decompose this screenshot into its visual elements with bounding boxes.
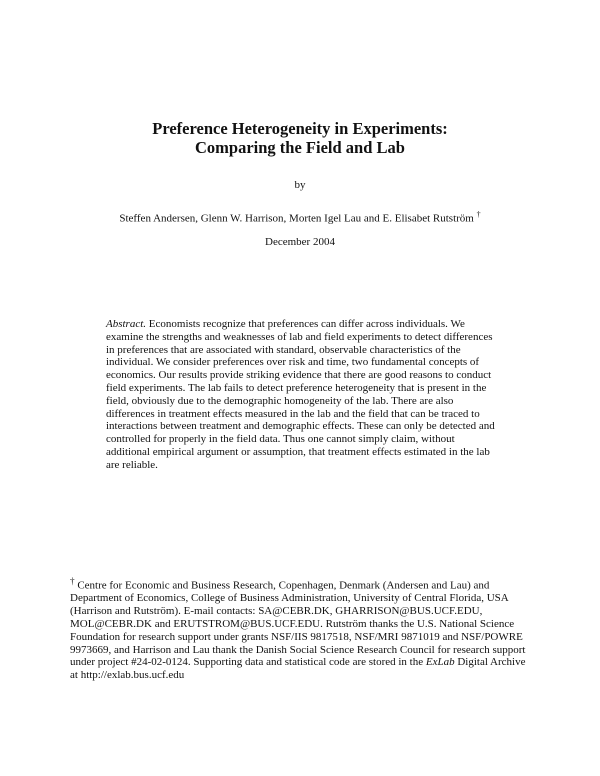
footnote-mark: †: [70, 576, 75, 586]
footnote-acknowledgements: Rutström thanks the U.S. National Science Foundation for research support under grants NSF/IIS 9817518, NSF/MRI 9871019 and NSF/POWRE 9973669, and Harrison and Lau thank the Danish Social Science Research Council for research support under project #24-02-0124. Supporting data and statistical code are stored in the: [70, 618, 526, 669]
archive-name: ExLab: [425, 656, 455, 669]
email-lau: MOL@CEBR.DK: [70, 618, 152, 631]
title-line-1: Preference Heterogeneity in Experiments:: [152, 119, 448, 138]
footnote-affiliations: Centre for Economic and Business Research, Copenhagen, Denmark (Andersen and Lau) and Department of Economics, College of Business Administration, University of Central Florida, USA (Harrison and Rutström). E-mail contacts:: [70, 579, 509, 618]
abstract-text: Economists recognize that preferences can differ across individuals. We examine the strengths and weaknesses of lab and field experiments to detect differences in preferences that are associated with standard, observable characteristics of the individual. We consider preferences over risk and time, two fundamental concepts of economics. Our results provide striking evidence that there are good reasons to conduct field experiments. The lab fails to detect preference heterogeneity that is present in the field, obviously due to the demographic homogeneity of the lab. There are also differences in treatment effects measured in the lab and the field that can be traced to interactions between treatment and demographic effects. These can only be detected and controlled for properly in the field data. Thus one cannot simply claim, without additional empirical argument or assumption, that treatment effects estimated in the lab are reliable.: [106, 318, 495, 471]
abstract: [106, 318, 500, 472]
email-harrison: GHARRISON@BUS.UCF.EDU: [335, 605, 480, 618]
paper-title: [0, 119, 600, 157]
author-list: [0, 210, 600, 225]
footnote-and: and: [154, 618, 171, 631]
email-rutstrom: ERUTSTROM@BUS.UCF.EDU: [173, 618, 321, 631]
abstract-label: Abstract.: [106, 318, 147, 330]
author-names: Steffen Andersen, Glenn W. Harrison, Morten Igel Lau and E. Elisabet Rutström: [119, 212, 474, 225]
byline: by: [294, 179, 306, 191]
title-line-2: Comparing the Field and Lab: [195, 138, 405, 157]
footnote: † Centre for Economic and Business Research, Copenhagen, Denmark (Andersen and Lau) and Department of Economics, College of Business Administration, University of Central Florida, USA (Harrison and Rutström). E-mail contacts: SA@CEBR.DK, GHARRISON@BUS.UCF.EDU, MOL@CEBR.DK and ERUTSTROM@BUS.UCF.EDU. Rutström thanks the U.S. National Science Foundation for research support under grants NSF/IIS 9817518, NSF/MRI 9871019 and NSF/POWRE 9973669, and Harrison and Lau thank the Danish Social Science Research Council for research support under project #24-02-0124. Supporting data and statistical code are stored in the ExLab Digital Archive at http://exlab.bus.ucf.edu: [70, 576, 526, 682]
author-footnote-mark: †: [476, 210, 481, 219]
email-andersen: SA@CEBR.DK: [258, 605, 330, 618]
publication-date: December 2004: [265, 236, 335, 248]
archive-url-text: Digital Archive at http://exlab.bus.ucf.edu: [70, 656, 526, 682]
